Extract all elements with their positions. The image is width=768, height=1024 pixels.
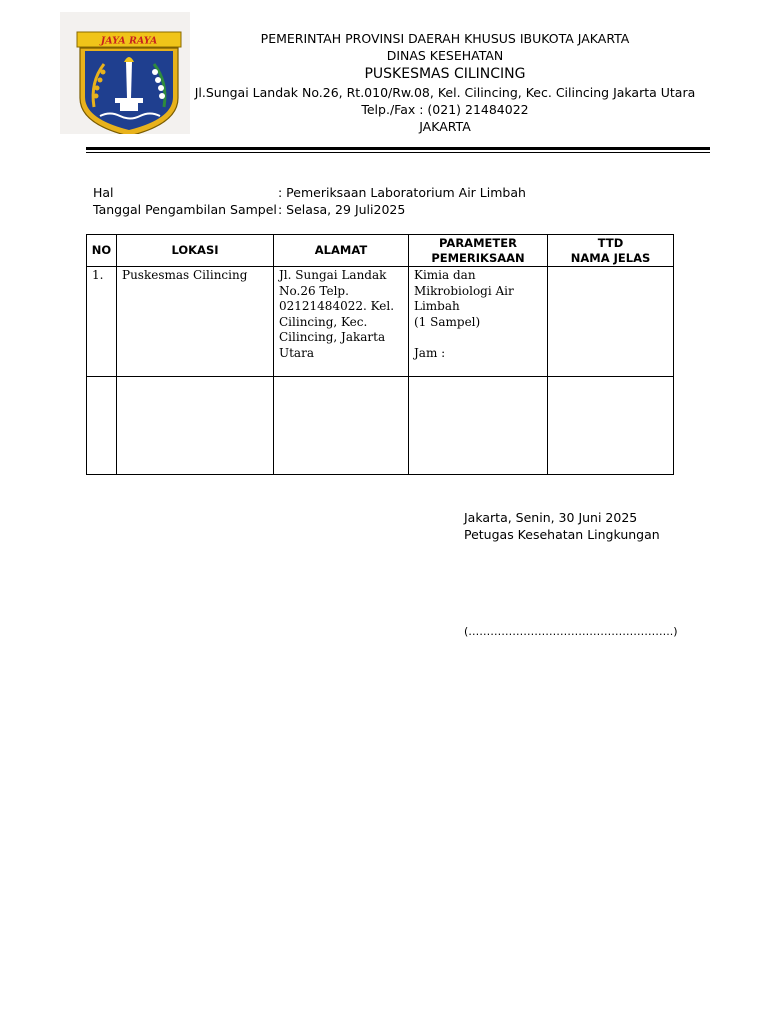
header-ttd bbox=[548, 235, 674, 267]
letterhead bbox=[190, 30, 700, 135]
sample-table bbox=[86, 234, 674, 475]
letterhead-address: Jl.Sungai Landak No.26, Rt.010/Rw.08, Kel. Cilincing, Kec. Cilincing Jakarta Utara bbox=[194, 85, 696, 100]
parameter-line: Kimia dan bbox=[414, 268, 476, 282]
alamat-line: Jl. Sungai Landak bbox=[279, 268, 387, 282]
signature-name-line: (………………………………………………..) bbox=[464, 625, 678, 638]
parameter-line: Limbah bbox=[414, 299, 460, 314]
meta-hal-value: : Pemeriksaan Laboratorium Air Limbah bbox=[278, 185, 526, 200]
signature-role: Petugas Kesehatan Lingkungan bbox=[464, 526, 660, 542]
cell-ttd[interactable] bbox=[548, 267, 674, 377]
cell-alamat bbox=[274, 267, 409, 377]
letter-meta bbox=[93, 185, 526, 218]
meta-tanggal-value: : Selasa, 29 Juli2025 bbox=[278, 201, 406, 217]
cell-parameter bbox=[409, 267, 548, 377]
header-no: NO bbox=[87, 235, 117, 267]
cell-parameter-empty[interactable] bbox=[409, 377, 548, 475]
letterhead-city: JAKARTA bbox=[419, 119, 471, 134]
header-alamat: ALAMAT bbox=[274, 235, 409, 267]
alamat-line: Utara bbox=[279, 345, 314, 360]
alamat-line: Cilincing, Jakarta bbox=[279, 330, 386, 345]
cell-lokasi: Puskesmas Cilincing bbox=[117, 267, 274, 377]
parameter-line: Mikrobiologi Air bbox=[414, 283, 514, 298]
table-row-empty bbox=[87, 377, 674, 475]
header-parameter-line2: PEMERIKSAAN bbox=[431, 250, 525, 265]
parameter-line: (1 Sampel) bbox=[414, 314, 481, 329]
cell-lokasi-empty[interactable] bbox=[117, 377, 274, 475]
jakarta-emblem-logo bbox=[60, 12, 190, 134]
letterhead-government: PEMERINTAH PROVINSI DAERAH KHUSUS IBUKOTA JAKARTA bbox=[260, 31, 630, 46]
logo-motto-text: JAYA RAYA bbox=[100, 35, 158, 47]
header-lokasi: LOKASI bbox=[117, 235, 274, 267]
header-parameter bbox=[409, 235, 548, 267]
signature-place-date: Jakarta, Senin, 30 Juni 2025 bbox=[464, 510, 638, 525]
alamat-line: 02121484022. Kel. bbox=[279, 299, 395, 314]
cell-ttd-empty[interactable] bbox=[548, 377, 674, 475]
signature-block bbox=[464, 510, 660, 543]
cell-no-empty[interactable] bbox=[87, 377, 117, 475]
letterhead-department: DINAS KESEHATAN bbox=[386, 48, 504, 63]
letterhead-divider-thin bbox=[86, 152, 710, 153]
meta-tanggal-row bbox=[93, 202, 526, 219]
meta-hal-label: Hal bbox=[93, 185, 114, 200]
header-parameter-line1: PARAMETER bbox=[439, 235, 517, 250]
alamat-line: Cilincing, Kec. bbox=[279, 314, 368, 329]
table-row bbox=[87, 267, 674, 377]
letterhead-institution: PUSKESMAS CILINCING bbox=[364, 66, 526, 82]
header-ttd-line1: TTD bbox=[597, 235, 624, 250]
header-ttd-line2: NAMA JELAS bbox=[570, 250, 651, 265]
letterhead-phone: Telp./Fax : (021) 21484022 bbox=[361, 102, 529, 117]
alamat-line: No.26 Telp. bbox=[279, 283, 349, 298]
cell-no: 1. bbox=[87, 267, 117, 377]
meta-hal-row bbox=[93, 185, 526, 202]
parameter-spacer bbox=[414, 330, 542, 346]
meta-tanggal-label: Tanggal Pengambilan Sampel bbox=[93, 201, 277, 217]
cell-alamat-empty[interactable] bbox=[274, 377, 409, 475]
parameter-jam: Jam : bbox=[414, 345, 446, 360]
table-header-row bbox=[87, 235, 674, 267]
letterhead-divider-thick bbox=[86, 147, 710, 150]
